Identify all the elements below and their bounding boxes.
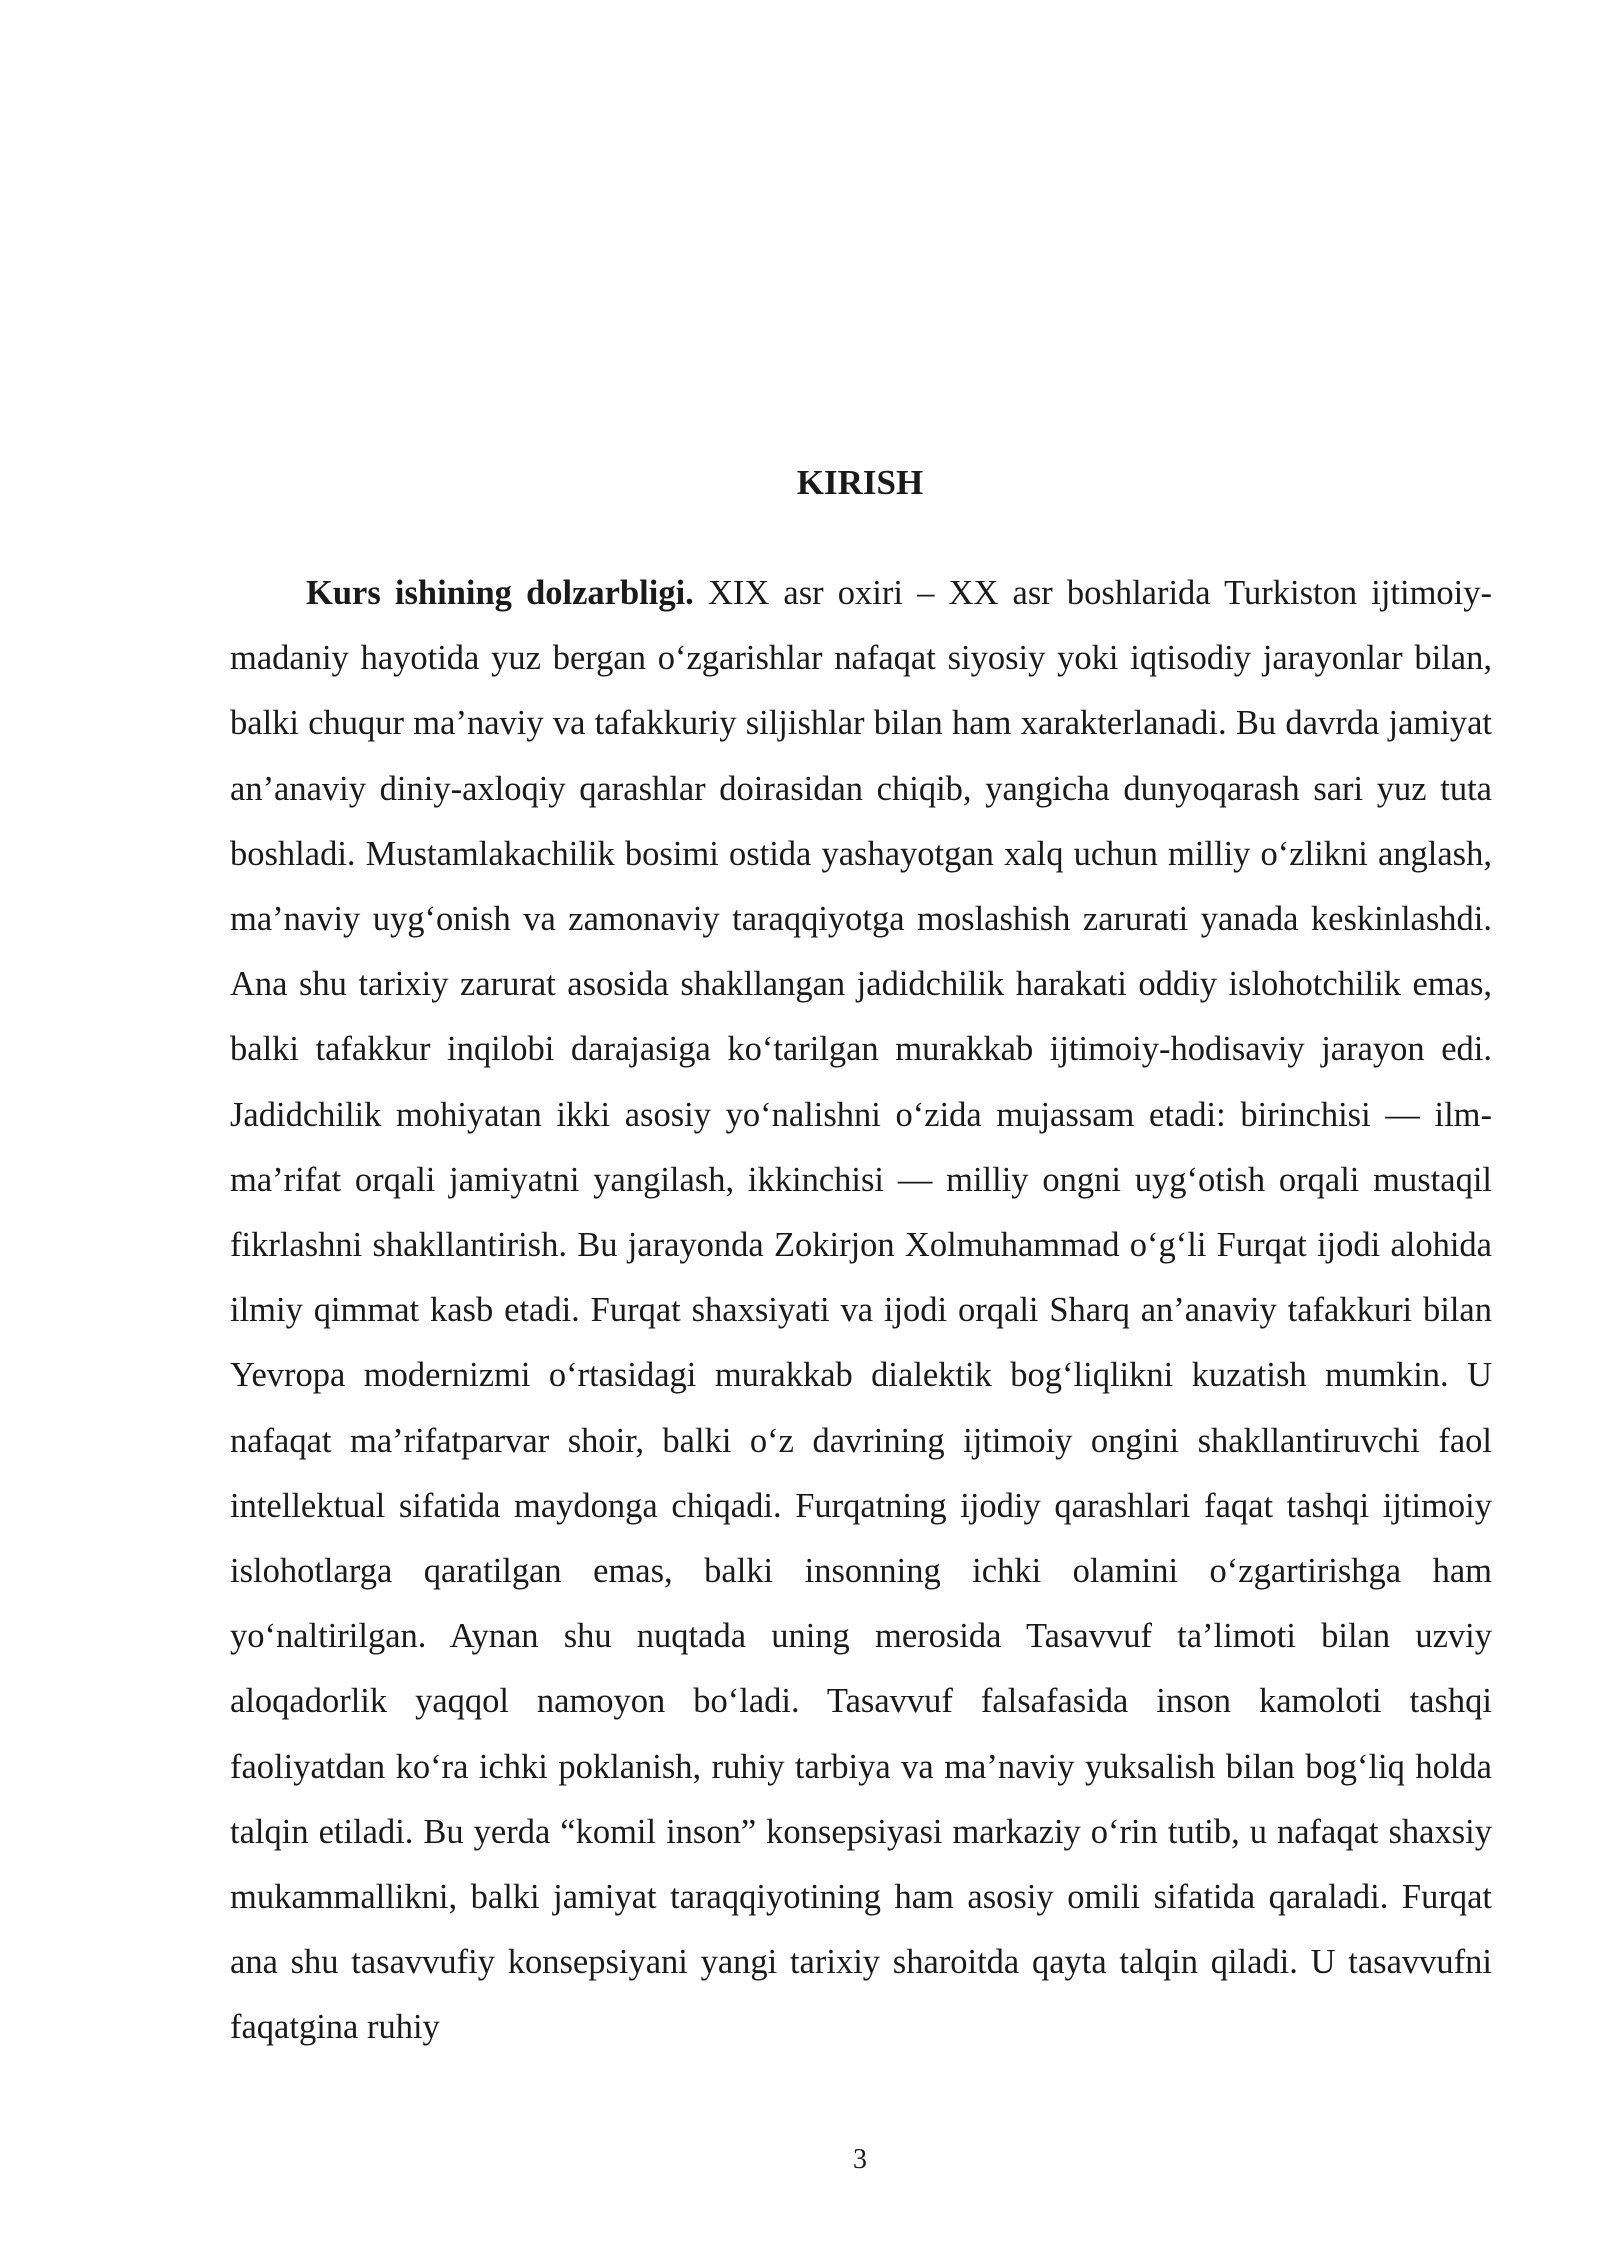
paragraph-lead: Kurs ishining dolzarbligi. xyxy=(306,574,694,612)
page-title: KIRISH xyxy=(796,463,924,502)
body-paragraph xyxy=(230,561,1492,2061)
page-number: 3 xyxy=(853,2144,867,2175)
paragraph-text: XIX asr oxiri – XX asr boshlarida Turkiston ijtimoiy-madaniy hayotida yuz bergan o‘zgarishlar nafaqat siyosiy yoki iqtisodiy jarayonlar bilan, balki chuqur ma’naviy va tafakkuriy siljishlar bilan ham xarakterlanadi. Bu davrda jamiyat an’anaviy diniy-axloqiy qarashlar doirasidan chiqib, yangicha dunyoqarash sari yuz tuta boshladi. Mustamlakachilik bosimi ostida yashayotgan xalq uchun milliy o‘zlikni anglash, ma’naviy uyg‘onish va zamonaviy taraqqiyotga moslashish zarurati yanada keskinlashdi. Ana shu tarixiy zarurat asosida shakllangan jadidchilik harakati oddiy islohotchilik emas, balki tafakkur inqilobi darajasiga ko‘tarilgan murakkab ijtimoiy-hodisaviy jarayon edi. Jadidchilik mohiyatan ikki asosiy yo‘nalishni o‘zida mujassam etadi: birinchisi — ilm-ma’rifat orqali jamiyatni yangilash, ikkinchisi — milliy ongni uyg‘otish orqali mustaqil fikrlashni shakllantirish. Bu jarayonda Zokirjon Xolmuhammad o‘g‘li Furqat ijodi alohida ilmiy qimmat kasb etadi. Furqat shaxsiyati va ijodi orqali Sharq an’anaviy tafakkuri bilan Yevropa modernizmi o‘rtasidagi murakkab dialektik bog‘liqlikni kuzatish mumkin. U nafaqat ma’rifatparvar shoir, balki o‘z davrining ijtimoiy ongini shakllantiruvchi faol intellektual sifatida maydonga chiqadi. Furqatning ijodiy qarashlari faqat tashqi ijtimoiy islohotlarga qaratilgan emas, balki insonning ichki olamini o‘zgartirishga ham yo‘naltirilgan. Aynan shu nuqtada uning merosida Tasavvuf ta’limoti bilan uzviy aloqadorlik yaqqol namoyon bo‘ladi. Tasavvuf falsafasida inson kamoloti tashqi faoliyatdan ko‘ra ichki poklanish, ruhiy tarbiya va ma’naviy yuksalish bilan bog‘liq holda talqin etiladi. Bu yerda “komil inson” konsepsiyasi markaziy o‘rin tutib, u nafaqat shaxsiy mukammallikni, balki jamiyat taraqqiyotining ham asosiy omili sifatida qaraladi. Furqat ana shu tasavvufiy konsepsiyani yangi tarixiy sharoitda qayta talqin qiladi. U tasavvufni faqatgina ruhiy xyxy=(230,574,1492,2047)
